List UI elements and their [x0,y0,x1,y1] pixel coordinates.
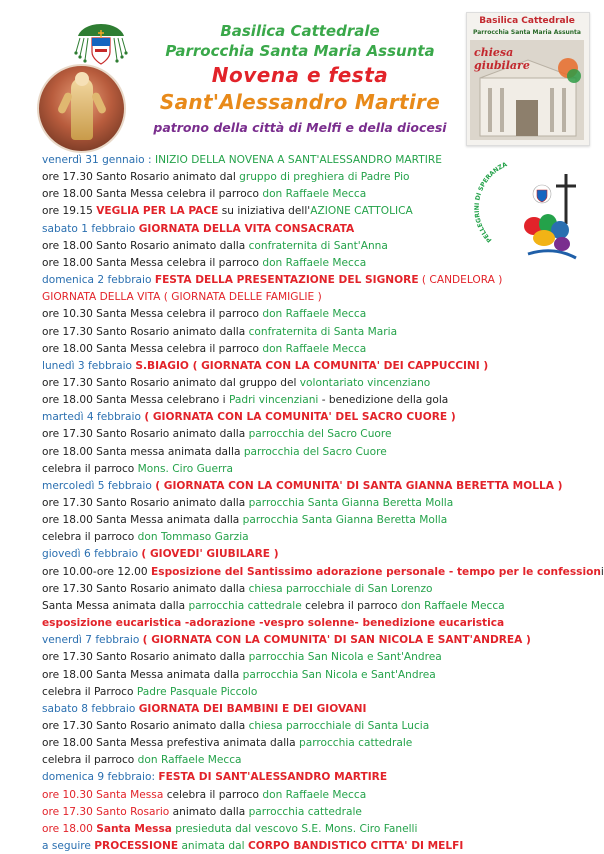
card-chiesa-text: chiesa [474,46,514,59]
schedule-text: domenica 9 febbraio: [42,771,159,784]
schedule-text: ( GIORNATA CON LA COMUNITA' DI SAN NICOLA E SANT'ANDREA ) [142,634,531,647]
schedule-line [42,718,429,734]
schedule-text: ( CANDELORA ) [418,274,503,287]
schedule-text: celebra il Parroco [42,685,137,698]
schedule-text: ore 19.15 [42,205,97,218]
schedule-text: VEGLIA PER LA PACE [96,205,219,218]
schedule-line [42,409,456,425]
schedule-text: mercoledì 5 febbraio [42,479,156,492]
card-giubilare-text: giubilare [474,59,530,72]
schedule-line [42,203,413,219]
schedule-line [42,649,442,665]
schedule-text: chiesa parrocchiale di Santa Lucia [248,719,430,732]
schedule-text: animata dal [178,840,248,852]
schedule-text: CORPO BANDISTICO CITTA' DI MELFI [247,840,464,852]
schedule-line [42,478,562,494]
schedule-text: a seguire [42,840,95,852]
schedule-line [42,667,436,683]
schedule-text: ore 17.30 Santo Rosario animato dalla [42,325,249,338]
schedule-line [42,821,417,837]
schedule-text: Santa Messa animata dalla [42,599,189,612]
schedule-text: GIORNATA DEI BAMBINI E DEI GIOVANI [138,702,367,715]
schedule-line [42,152,442,168]
schedule-text: ore 18.00 Santa messa animata dalla [42,445,244,458]
schedule-line [42,375,430,391]
schedule-text: ore 17.30 Santo Rosario animato dalla [42,428,249,441]
schedule-line [42,324,397,340]
schedule-line [42,358,488,374]
schedule-text: FESTA DELLA PRESENTAZIONE DEL SIGNORE [154,274,419,287]
card-subtitle: Parrocchia Santa Maria Assunta [473,29,581,36]
schedule-line [42,701,366,717]
schedule-line [42,306,366,322]
schedule-text: ore 17.30 Santo Rosario animato dal gruppo del [42,376,300,389]
schedule-text: AZIONE CATTOLICA [310,205,413,218]
schedule-text: celebra il parroco [42,462,138,475]
schedule-text: don Raffaele Mecca [400,599,505,612]
schedule-text: ( GIORNATA CON LA COMUNITA' DI SANTA GIANNA BERETTA MOLLA ) [155,479,563,492]
schedule-text: parrocchia del Sacro Cuore [248,428,392,441]
schedule-text: Padre Pasquale Piccolo [136,685,258,698]
schedule-text: ore 18.00 Santa Messa animata dalla [42,668,243,681]
schedule-line [42,238,388,254]
schedule-line [42,632,531,648]
schedule-line [42,221,354,237]
header-basilica: Basilica Cattedrale [220,22,380,40]
schedule-text: i [600,565,604,578]
schedule-line [42,787,366,803]
schedule-text: INIZIO DELLA NOVENA A SANT'ALESSANDRO MARTIRE [154,154,442,166]
schedule-text: su iniziativa dell' [218,205,311,218]
schedule-line [42,272,502,288]
schedule-text: parrocchia San Nicola e Sant'Andrea [242,668,436,681]
schedule-line [42,752,242,768]
schedule-text: Santa Messa [96,822,172,835]
schedule-text: parrocchia cattedrale [188,599,302,612]
schedule-text: ore 18.00 Santa Messa celebrano i [42,394,229,407]
schedule-line [42,735,412,751]
schedule-text: parrocchia Santa Gianna Beretta Molla [242,514,448,527]
schedule-line [42,341,366,357]
schedule-line [42,289,322,305]
schedule-line [42,529,249,545]
schedule-text: ore 17.30 Santo Rosario animato dalla [42,582,249,595]
schedule-line [42,581,433,597]
schedule-line [42,186,366,202]
schedule-text: ore 10.30 Santa Messa celebra il parroco [42,308,263,321]
schedule-text: ore 18.00 Santo Rosario animato dalla [42,239,249,252]
schedule-text: parrocchia cattedrale [248,805,362,818]
schedule-line [42,255,366,271]
schedule-text: ore 10.30 Santa Messa [42,788,164,801]
schedule-text: domenica 2 febbraio [42,274,155,287]
schedule-text: ore 17.30 Santo Rosario [42,805,170,818]
saint-statue-photo [37,64,126,153]
schedule-text: don Raffaele Mecca [262,788,367,801]
jubilee-pilgrims-of-hope-logo [474,154,584,274]
schedule-text: confraternita di Sant'Anna [248,239,388,252]
schedule-text: ore 18.00 Santa Messa animata dalla [42,514,243,527]
coat-of-arms-icon [74,22,128,68]
card-chiesa-giubilare [474,46,530,72]
schedule-text: ore 17.30 Santo Rosario animato dalla [42,651,249,664]
schedule-line [42,512,447,528]
schedule-text: GIORNATA DELLA VITA CONSACRATA [138,222,355,235]
schedule-text: volontariato vincenziano [299,376,431,389]
schedule-text: ore 18.00 [42,822,97,835]
schedule-text: chiesa parrocchiale di San Lorenzo [248,582,433,595]
schedule-text: don Raffaele Mecca [137,754,242,767]
schedule-text: presieduta dal vescovo S.E. Mons. Ciro Fanelli [171,822,418,835]
schedule-text: don Raffaele Mecca [262,342,367,355]
schedule-line [42,426,392,442]
card-title: Basilica Cattedrale [479,16,575,26]
schedule-line [42,461,233,477]
schedule-text: venerdì 31 gennaio : [42,154,155,166]
schedule-text: PROCESSIONE [94,840,179,852]
schedule-text: parrocchia San Nicola e Sant'Andrea [248,651,442,664]
schedule-text: don Raffaele Mecca [262,308,367,321]
schedule-line [42,838,463,854]
header-patron: patrono della città di Melfi e della diocesi [153,120,447,135]
schedule-text: ore 10.00-ore 12.00 [42,565,152,578]
jubilee-logo-text: PELLEGRINI DI SPERANZA [474,161,509,244]
schedule-text: parrocchia Santa Gianna Beretta Molla [248,497,454,509]
schedule-line [42,495,453,511]
schedule-text: ore 17.30 Santo Rosario animato dal [42,171,240,184]
schedule-line [42,169,410,185]
schedule-text: ( GIORNATA CON LA COMUNITA' DEL SACRO CUORE ) [144,411,456,424]
schedule-line [42,598,505,614]
schedule-text: FESTA DI SANT'ALESSANDRO MARTIRE [158,771,388,784]
schedule-line [42,769,387,785]
schedule-text: esposizione eucaristica -adorazione -vespro solenne- benedizione eucaristica [42,617,505,630]
schedule-text: ore 17.30 Santo Rosario animato dalla [42,497,249,509]
schedule-text: parrocchia cattedrale [298,737,413,750]
schedule-text: don Raffaele Mecca [262,256,367,269]
schedule-text: Esposizione del Santissimo adorazione personale - tempo per le confession [151,565,601,578]
schedule-text: ore 18.00 Santa Messa prefestiva animata dalla [42,737,299,750]
schedule-text: celebra il parroco [301,599,401,612]
schedule-text: venerdì 7 febbraio [42,634,143,647]
schedule-text: Padri vincenziani [228,394,319,407]
schedule-text: sabato 8 febbraio [42,702,139,715]
schedule-line [42,804,362,820]
schedule-text: ore 17.30 Santo Rosario animato dalla [42,719,249,732]
schedule-text: Mons. Ciro Guerra [137,462,234,475]
header-parish: Parrocchia Santa Maria Assunta [165,42,435,60]
header-saint-name: Sant'Alessandro Martire [159,90,441,114]
schedule-line [42,615,504,631]
svg-text:PELLEGRINI DI SPERANZA [474,161,509,243]
schedule-text: celebra il parroco [42,754,138,767]
schedule-text: lunedì 3 febbraio [42,359,136,372]
schedule-text: don Raffaele Mecca [262,188,367,201]
schedule-text: ore 18.00 Santa Messa celebra il parroco [42,342,263,355]
schedule-text: celebra il parroco [42,531,138,544]
schedule-text: giovedì 6 febbraio [42,548,142,561]
schedule-text: ( GIOVEDI' GIUBILARE ) [141,548,279,561]
schedule-line [42,684,257,700]
schedule-text: don Tommaso Garzia [137,531,249,544]
header-novena: Novena e festa [211,63,389,87]
schedule-text: GIORNATA DELLA VITA ( GIORNATA DELLE FAMIGLIE ) [42,291,322,304]
schedule-text: celebra il parroco [163,788,263,801]
schedule-line [42,546,279,562]
schedule-text: ore 18.00 Santa Messa celebra il parroco [42,256,263,269]
schedule-text: animato dalla [169,805,249,818]
schedule-line [42,392,448,408]
schedule-line [42,444,387,460]
schedule-text: confraternita di Santa Maria [248,325,398,338]
schedule-text: parrocchia del Sacro Cuore [243,445,387,458]
schedule-text: S.BIAGIO ( GIORNATA CON LA COMUNITA' DEI CAPPUCCINI ) [135,359,489,372]
schedule-text: sabato 1 febbraio [42,222,139,235]
schedule-text: martedì 4 febbraio [42,411,145,424]
schedule-text: gruppo di preghiera di Padre Pio [239,171,410,184]
schedule-text: ore 18.00 Santa Messa celebra il parroco [42,188,263,201]
schedule-text: - benedizione della gola [318,394,449,407]
schedule-line [42,564,604,580]
